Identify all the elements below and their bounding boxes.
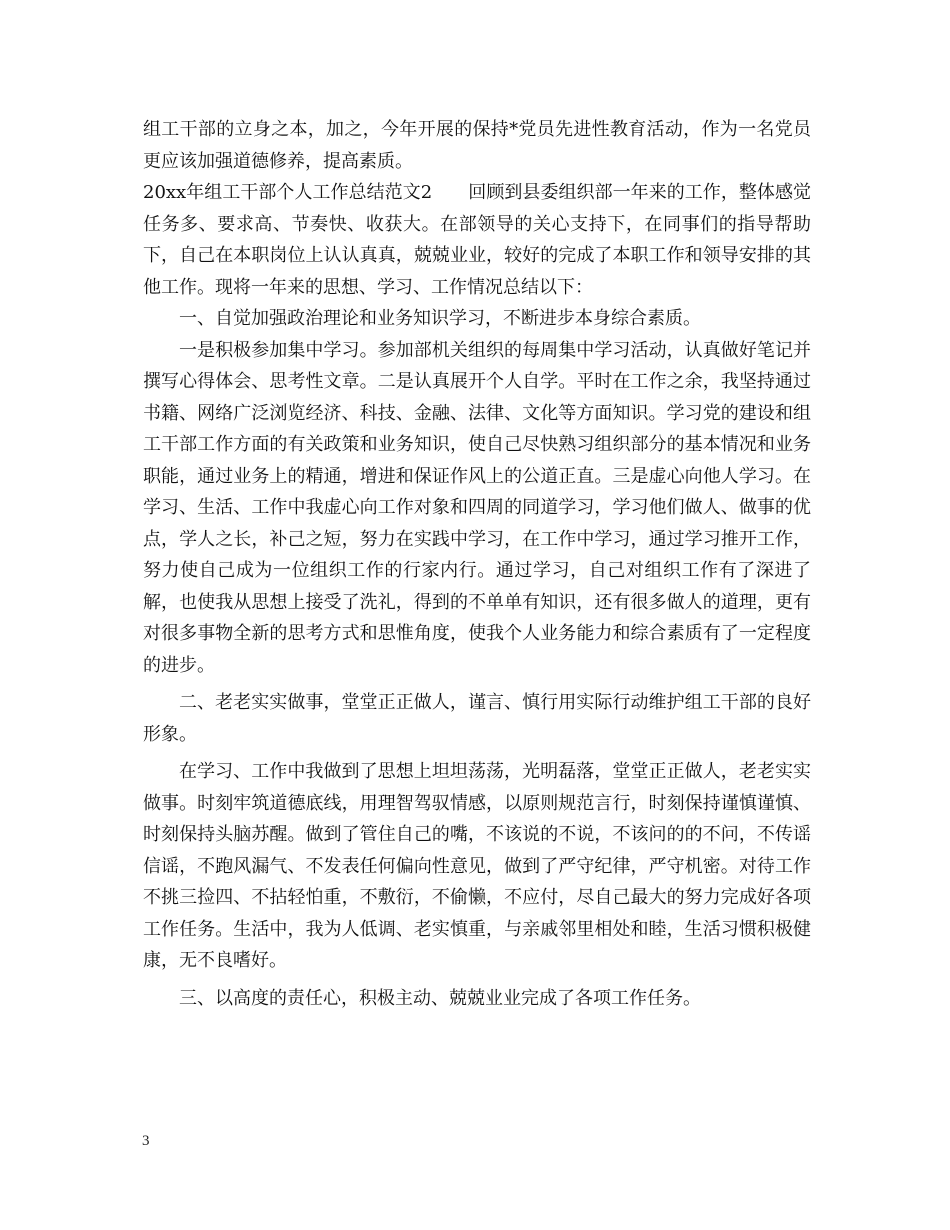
- paragraph-conduct-details: 在学习、工作中我做到了思想上坦坦荡荡，光明磊落，堂堂正正做人，老老实实做事。时刻牢筑道德底线，用理智驾驭情感，以原则规范言行，时刻保持谨慎谨慎、时刻保持头脑苏醒。做到了管住自己的嘴，不该说的不说，不该问的的不问，不传谣信谣，不跑风漏气、不发表任何偏向性意见，做到了严守纪律，严守机密。对待工作不挑三捡四、不拈轻怕重，不敷衍，不偷懒，不应付，尽自己最大的努力完成好各项工作任务。生活中，我为人低调、老实慎重，与亲戚邻里相处和睦，生活习惯积极健康，无不良嗜好。: [143, 761, 811, 971]
- page-number: 3: [142, 1133, 150, 1149]
- document-body: [143, 114, 811, 1014]
- paragraph-continuation: 组工干部的立身之本，加之，今年开展的保持*党员先进性教育活动，作为一名党员更应该加强道德修养，提高素质。: [143, 119, 811, 172]
- paragraph-study-details: 一是积极参加集中学习。参加部机关组织的每周集中学习活动，认真做好笔记并撰写心得体会、思考性文章。二是认真展开个人自学。平时在工作之余，我坚持通过书籍、网络广泛浏览经济、科技、金融、法律、文化等方面知识。学习党的建设和组工干部工作方面的有关政策和业务知识，使自己尽快熟习组织部分的基本情况和业务职能，通过业务上的精通，增进和保证作风上的公道正直。三是虚心向他人学习。在学习、生活、工作中我虚心向工作对象和四周的同道学习，学习他们做人、做事的优点，学人之长，补己之短，努力在实践中学习，在工作中学习，通过学习推开工作，努力使自己成为一位组织工作的行家内行。通过学习，自己对组织工作有了深进了解，也使我从思想上接受了洗礼，得到的不单单有知识，还有很多做人的道理，更有对很多事物全新的思考方式和思惟角度，使我个人业务能力和综合素质有了一定程度的进步。: [143, 339, 811, 676]
- section-heading-responsibility: 三、以高度的责任心，积极主动、兢兢业业完成了各项工作任务。: [179, 987, 701, 1009]
- section-heading-study: 一、自觉加强政治理论和业务知识学习，不断进步本身综合素质。: [179, 308, 701, 329]
- section-heading-conduct: 二、老老实实做事，堂堂正正做人，谨言、慎行用实际行动维护组工干部的良好形象。: [143, 692, 811, 745]
- paragraph-summary-intro: 20xx年组工干部个人工作总结范文2 回顾到县委组织部一年来的工作，整体感觉任务多、要求高、节奏快、收获大。在部领导的关心支持下，在同事们的指导帮助下，自己在本职岗位上认认真真，兢兢业业，较好的完成了本职工作和领导安排的其他工作。现将一年来的思想、学习、工作情况总结以下：: [143, 182, 811, 298]
